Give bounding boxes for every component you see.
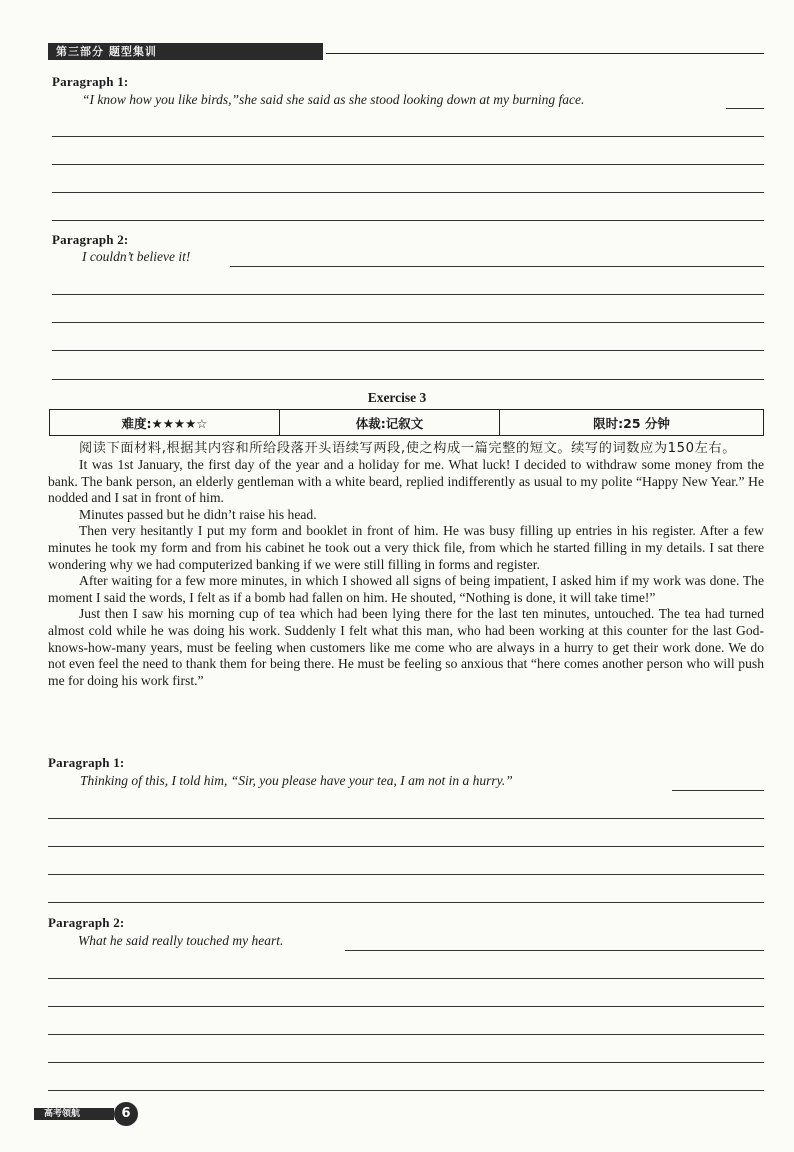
passage-paragraph: After waiting for a few more minutes, in which I showed all signs of being impatient, I asked him if my work was done. The moment I said the words, I felt as if a bomb had fallen on him. He shouted, “Nothing is done, it will take time!” — [48, 573, 764, 605]
genre-cell: 体裁:记叙文 — [280, 410, 500, 435]
writing-line[interactable] — [726, 108, 764, 109]
writing-line[interactable] — [48, 1034, 764, 1035]
writing-line[interactable] — [52, 322, 764, 323]
writing-line[interactable] — [672, 790, 764, 791]
writing-line[interactable] — [48, 874, 764, 875]
writing-line[interactable] — [52, 220, 764, 221]
prev-paragraph-2-label: Paragraph 2: — [52, 232, 129, 247]
passage-paragraph: It was 1st January, the first day of the year and a holiday for me. What luck! I decided to withdraw some money from the bank. The bank person, an elderly gentleman with a white beard, replied indifferently as usual to my polite “Happy New Year.” He nodded and I sat in front of him. — [48, 457, 764, 506]
reading-passage — [48, 440, 764, 689]
difficulty-cell: 难度:★★★★☆ — [50, 410, 280, 435]
passage-paragraph: Just then I saw his morning cup of tea which had been lying there for the last ten minutes, untouched. The tea had turned almost cold while he was doing his work. Suddenly I felt what this man, who had been working at this counter for the last God-knows-how-many years, must be feeling when customers like me come who are always in a hurry to get their work done. We do not even feel the need to thank them for being there. He must be feeling so anxious that “here comes another person who will push me for doing his work first.” — [48, 606, 764, 688]
writing-line[interactable] — [48, 1006, 764, 1007]
paragraph-1-starter: Thinking of this, I told him, “Sir, you please have your tea, I am not in a hurry.” — [80, 773, 513, 788]
passage-paragraph: Minutes passed but he didn’t raise his head. — [79, 506, 317, 522]
writing-line[interactable] — [345, 950, 764, 951]
writing-line[interactable] — [52, 136, 764, 137]
passage-paragraph: Then very hesitantly I put my form and booklet in front of him. He was busy filling up entries in his register. After a few minutes he took my form and from his cabinet he took out a very thick file, from which he started filling in my details. I sat there wondering why we had computerized banking if we were still filling in forms and register. — [48, 523, 764, 572]
paragraph-1-label: Paragraph 1: — [48, 755, 125, 770]
header-rule — [326, 53, 764, 54]
writing-line[interactable] — [52, 164, 764, 165]
writing-line[interactable] — [52, 294, 764, 295]
prev-paragraph-1-label: Paragraph 1: — [52, 74, 129, 89]
paragraph-2-starter: What he said really touched my heart. — [78, 933, 284, 948]
page-footer — [34, 1102, 144, 1126]
writing-line[interactable] — [48, 1062, 764, 1063]
series-banner: 高考领航 — [34, 1108, 114, 1120]
prev-paragraph-2-starter: I couldn’t believe it! — [82, 249, 191, 264]
page-header — [48, 40, 764, 66]
writing-line[interactable] — [48, 978, 764, 979]
writing-line[interactable] — [48, 818, 764, 819]
writing-line[interactable] — [230, 266, 764, 267]
prev-paragraph-1-starter: “I know how you like birds,”she said she said as she stood looking down at my burning face. — [82, 92, 585, 107]
time-limit-cell: 限时:25 分钟 — [593, 415, 670, 431]
paragraph-2-label: Paragraph 2: — [48, 915, 125, 930]
writing-line[interactable] — [52, 379, 764, 380]
writing-line[interactable] — [48, 902, 764, 903]
section-banner: 第三部分 题型集训 — [48, 43, 323, 60]
exercise-title: Exercise 3 — [367, 390, 427, 405]
writing-line[interactable] — [52, 350, 764, 351]
instruction-text: 阅读下面材料,根据其内容和所给段落开头语续写两段,使之构成一篇完整的短文。续写的词数应为150左右。 — [79, 441, 736, 456]
writing-line[interactable] — [48, 846, 764, 847]
exercise-info-table — [49, 409, 764, 436]
writing-line[interactable] — [52, 192, 764, 193]
writing-line[interactable] — [48, 1090, 764, 1091]
page-number: 6 — [114, 1102, 138, 1126]
